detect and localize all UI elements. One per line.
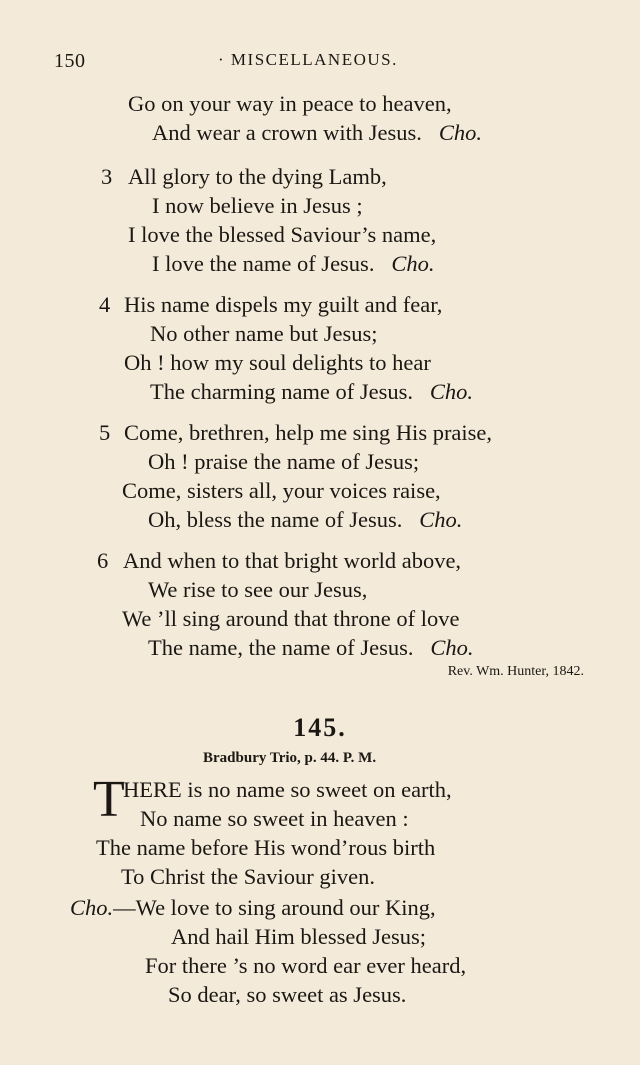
verse-line: I love the blessed Saviour’s name, xyxy=(128,222,437,247)
verse-line: The name, the name of Jesus. Cho. xyxy=(148,635,474,660)
chorus-marker: Cho. xyxy=(429,379,474,404)
verse-line: Go on your way in peace to heaven, xyxy=(128,91,452,116)
verse-line: HERE is no name so sweet on earth, xyxy=(123,777,452,802)
verse-line: And when to that bright world above, xyxy=(123,548,462,573)
chorus-marker: Cho. xyxy=(391,251,435,276)
verse-line: I now believe in Jesus ; xyxy=(152,193,363,218)
verse-line: Come, brethren, help me sing His praise, xyxy=(124,420,493,445)
chorus-line: For there ’s no word ear ever heard, xyxy=(145,953,467,978)
chorus-label: Cho. xyxy=(70,895,114,920)
verse-line: His name dispels my guilt and fear, xyxy=(124,292,443,317)
verse-line: Oh ! how my soul delights to hear xyxy=(124,350,431,375)
verse-number: 4 xyxy=(99,292,111,317)
verse-number: 6 xyxy=(97,548,109,573)
chorus-marker: Cho. xyxy=(438,120,482,145)
chorus-line: Cho.—We love to sing around our King, xyxy=(70,895,436,920)
running-title: · MISCELLANEOUS. xyxy=(218,50,398,69)
chorus-marker: Cho. xyxy=(419,507,463,532)
author-attribution: Rev. Wm. Hunter, 1842. xyxy=(447,664,584,679)
tune-reference: Bradbury Trio, p. 44. P. M. xyxy=(203,750,377,766)
verse-number: 3 xyxy=(101,164,113,189)
chorus-marker: Cho. xyxy=(430,635,474,660)
verse-line: Oh, bless the name of Jesus. Cho. xyxy=(148,507,463,532)
verse-line: To Christ the Saviour given. xyxy=(121,864,376,889)
verse-line: Oh ! praise the name of Jesus; xyxy=(148,449,420,474)
verse-line: No other name but Jesus; xyxy=(150,321,378,346)
drop-cap: T xyxy=(93,771,125,828)
chorus-line: So dear, so sweet as Jesus. xyxy=(168,982,407,1007)
verse-line: And wear a crown with Jesus. Cho. xyxy=(152,120,482,145)
verse-line: Come, sisters all, your voices raise, xyxy=(122,478,441,503)
verse-line: All glory to the dying Lamb, xyxy=(128,164,387,189)
hymn-number: 145. xyxy=(293,713,347,742)
page-number: 150 xyxy=(54,50,86,72)
verse-line: The charming name of Jesus. Cho. xyxy=(150,379,474,404)
verse-number: 5 xyxy=(99,420,111,445)
chorus-line: And hail Him blessed Jesus; xyxy=(171,924,426,949)
verse-line: We rise to see our Jesus, xyxy=(148,577,368,602)
verse-line: No name so sweet in heaven : xyxy=(140,806,409,831)
verse-line: I love the name of Jesus. Cho. xyxy=(152,251,435,276)
verse-line: The name before His wond’rous birth xyxy=(96,835,436,860)
verse-line: We ’ll sing around that throne of love xyxy=(122,606,460,631)
